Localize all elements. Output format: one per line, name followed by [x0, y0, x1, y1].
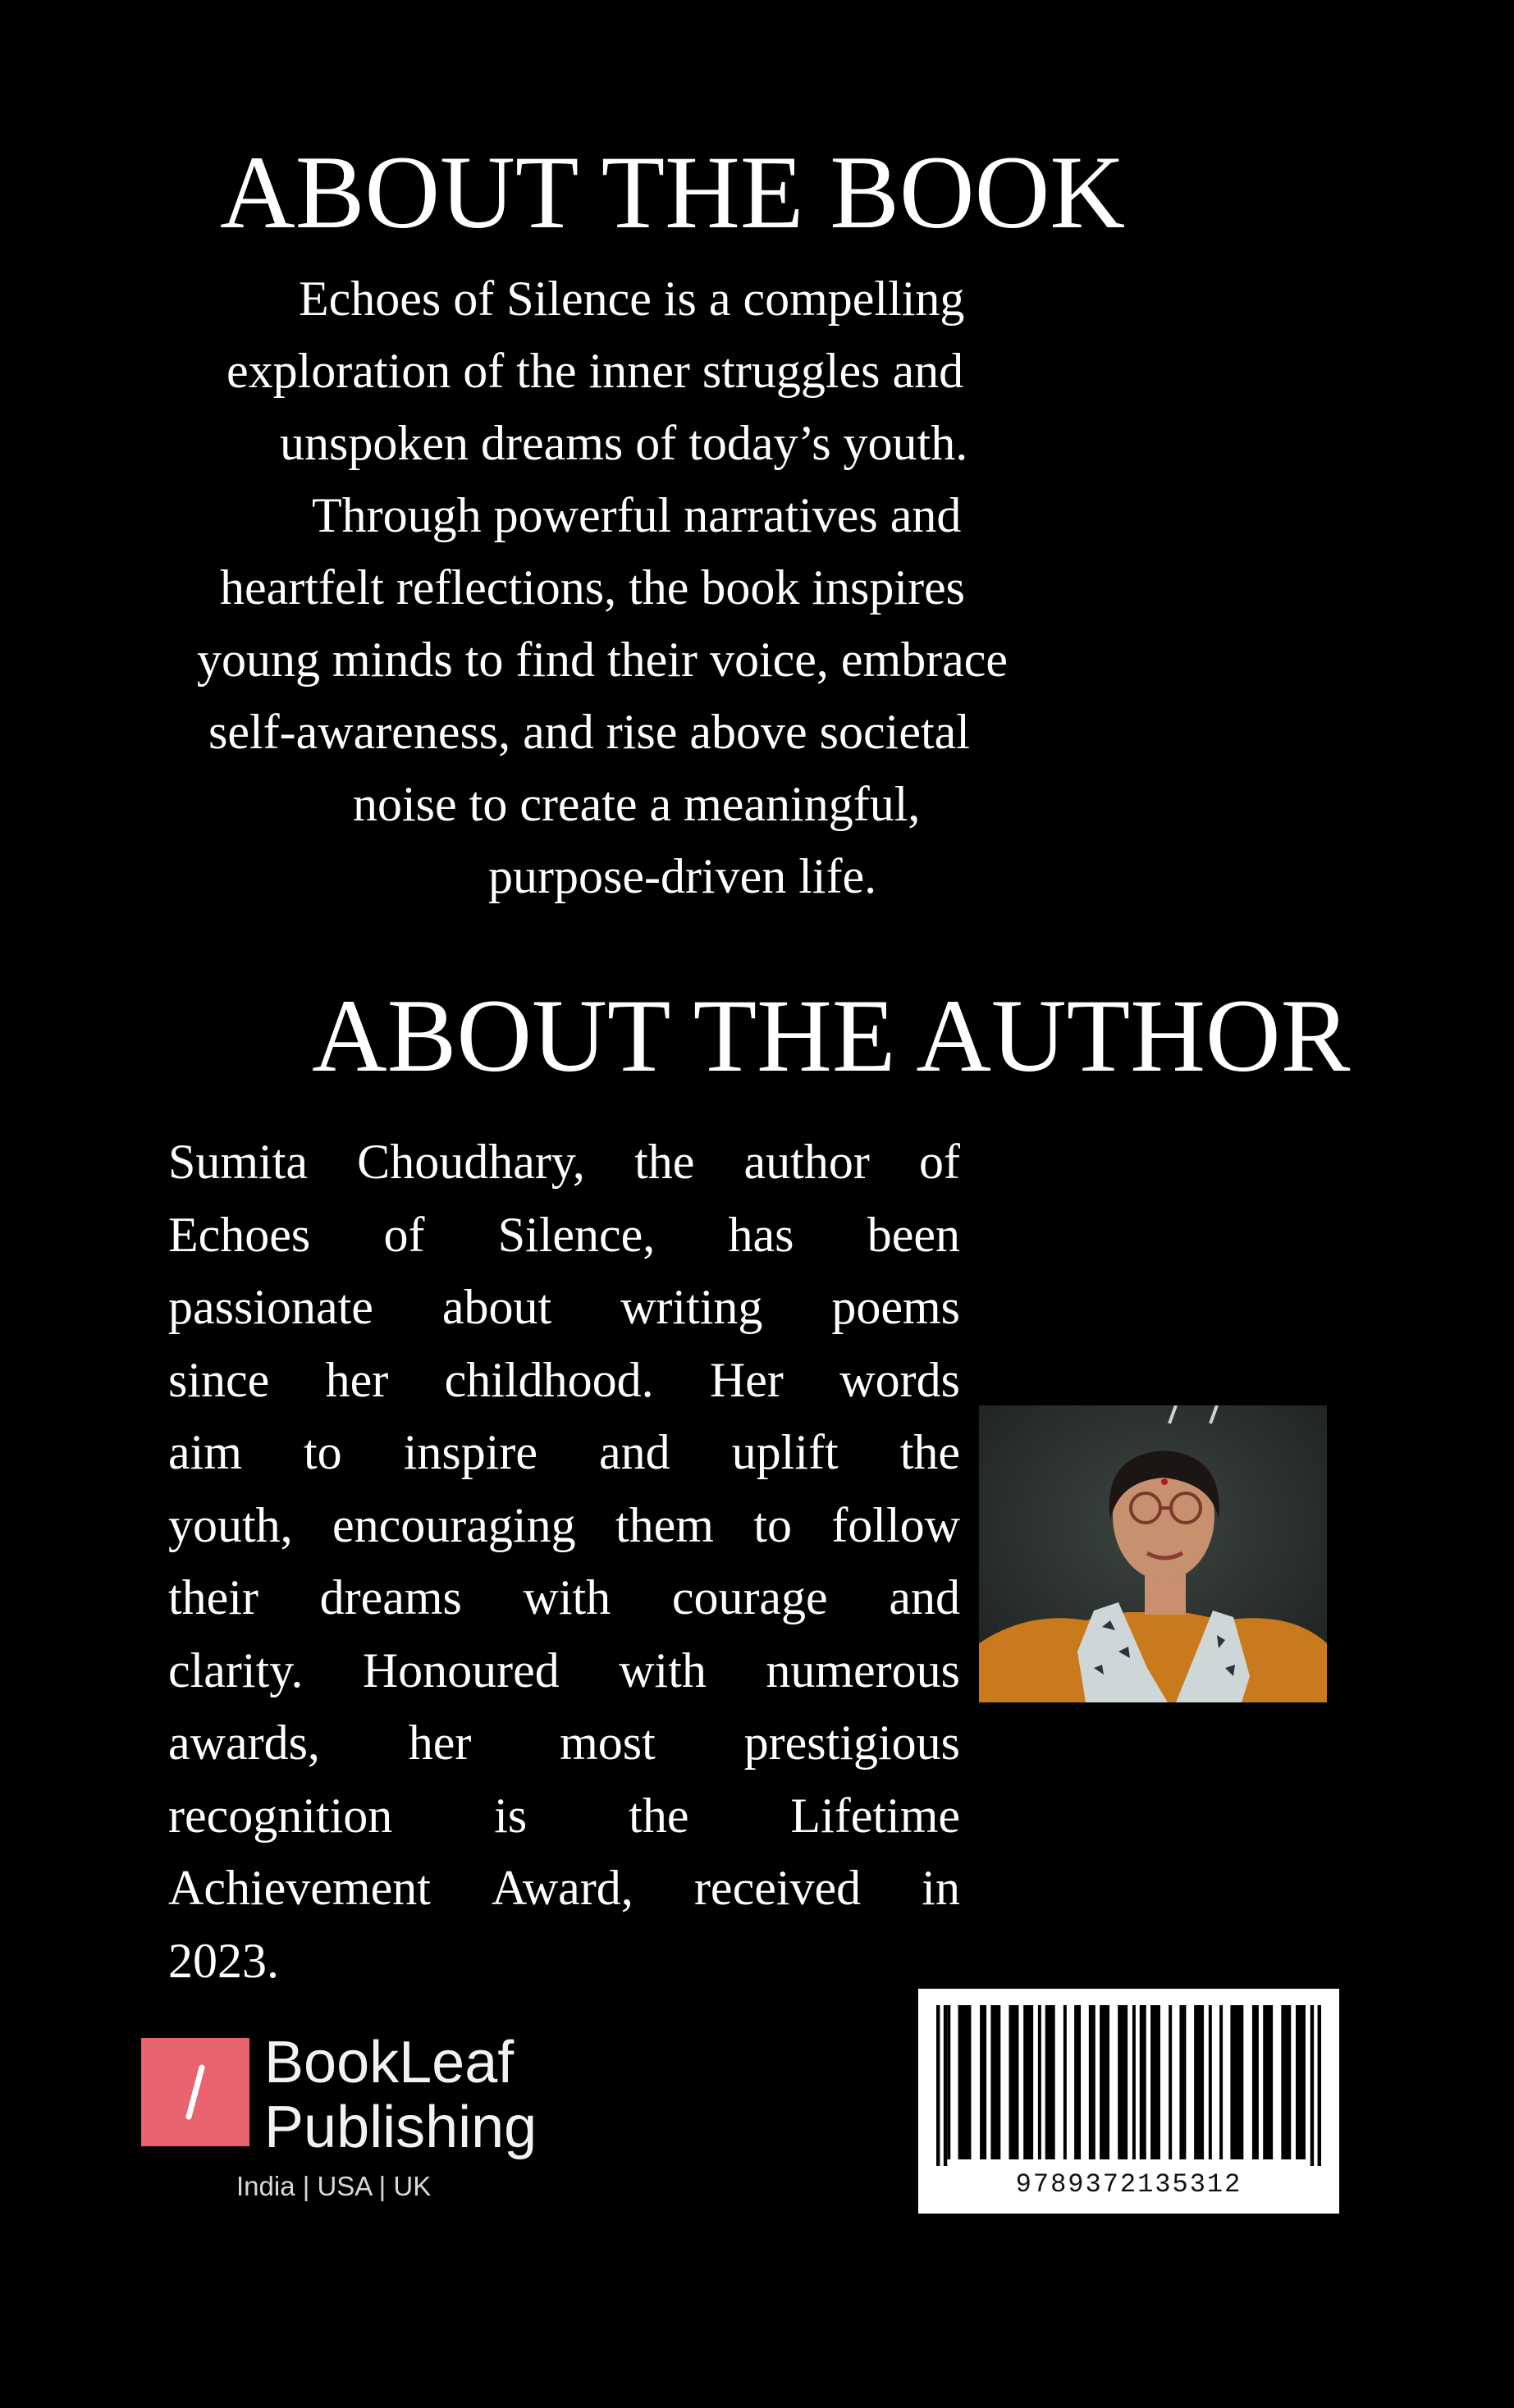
author-bio-word: and	[599, 1425, 670, 1479]
author-bio-word: to	[304, 1425, 342, 1479]
isbn-barcode	[918, 1989, 1339, 2214]
author-bio-word: has	[728, 1207, 794, 1262]
barcode-bar	[1219, 2005, 1223, 2159]
about-book-line: heartfelt reflections, the book inspires	[220, 560, 966, 615]
author-bio-word: the	[634, 1135, 695, 1189]
author-bio-line	[168, 1707, 960, 1780]
barcode-bar	[1169, 2005, 1172, 2159]
author-bio-word: writing	[620, 1280, 763, 1334]
barcode-bar	[1194, 2005, 1204, 2159]
barcode-guard-bar	[936, 2005, 940, 2166]
author-bio-word: poems	[831, 1280, 960, 1334]
author-bio-word: their	[168, 1570, 258, 1624]
barcode-bar	[1074, 2005, 1081, 2159]
author-bio-word: youth,	[168, 1497, 293, 1552]
barcode-bar	[947, 2005, 950, 2159]
author-bio-line	[168, 1416, 960, 1489]
author-bio-word: received	[693, 1861, 862, 1915]
barcode-bar	[1132, 2005, 1136, 2159]
author-bio-word: Choudhary,	[357, 1135, 585, 1189]
barcode-bar	[1230, 2005, 1243, 2159]
barcode-bar	[958, 2005, 972, 2159]
barcode-bar	[1023, 2005, 1033, 2159]
author-bio-word: Honoured	[362, 1643, 560, 1697]
author-bio-word: numerous	[766, 1643, 960, 1697]
barcode-bar	[1179, 2005, 1186, 2159]
author-bio-word: of	[918, 1135, 960, 1189]
publisher-name-line2: Publishing	[264, 2095, 537, 2160]
author-bio-line	[168, 1561, 960, 1634]
author-bio-word: courage	[671, 1570, 828, 1624]
author-bio-word: Achievement	[168, 1861, 431, 1915]
barcode-bar	[1263, 2005, 1273, 2159]
author-bio-word: follow	[831, 1497, 960, 1552]
about-book-line: Through powerful narratives and	[312, 488, 962, 542]
barcode-guard-bar	[1318, 2005, 1321, 2166]
author-bio-word: is	[494, 1788, 528, 1843]
author-bio-word: with	[619, 1643, 707, 1697]
author-bio-word: with	[523, 1570, 611, 1624]
author-bio-word: her	[325, 1352, 389, 1407]
author-bio-word: Her	[709, 1352, 784, 1407]
barcode-bar	[1009, 2005, 1018, 2159]
author-bio-word: the	[899, 1425, 960, 1479]
barcode-bar	[1100, 2005, 1109, 2159]
author-bio-word: uplift	[731, 1425, 839, 1479]
author-bio-line	[168, 1199, 960, 1272]
barcode-bar	[1063, 2005, 1067, 2159]
author-bio-line	[168, 1925, 960, 1998]
author-bio-word: Lifetime	[790, 1788, 960, 1843]
author-bio-word: to	[753, 1497, 792, 1552]
author-bio-line	[168, 1271, 960, 1344]
author-bio-word: in	[922, 1861, 960, 1915]
author-bio-line	[168, 1344, 960, 1417]
about-book-line: self-awareness, and rise above societal	[208, 705, 970, 759]
barcode-guard-bar	[944, 2005, 947, 2166]
author-bio-word: author	[743, 1135, 870, 1189]
author-bio-word: the	[629, 1788, 689, 1843]
author-bio-line	[168, 1780, 960, 1853]
author-bio-word: and	[889, 1570, 960, 1624]
about-author-heading: ABOUT THE AUTHOR	[312, 979, 1351, 1094]
author-bio-word: Sumita	[168, 1135, 309, 1189]
barcode-bar	[990, 2005, 1000, 2159]
about-book-line: Echoes of Silence is a compelling	[299, 272, 965, 326]
author-photo	[979, 1405, 1327, 1702]
barcode-bar	[1140, 2005, 1146, 2159]
author-bio-word: words	[839, 1352, 960, 1407]
barcode-guard-bar	[1310, 2005, 1314, 2166]
author-bio-word: most	[560, 1716, 656, 1770]
about-book-line: unspoken dreams of today’s youth.	[280, 416, 968, 470]
author-bio-word: prestigious	[743, 1716, 960, 1770]
barcode-bar	[1089, 2005, 1095, 2159]
barcode-bar	[1296, 2005, 1306, 2159]
author-bio-word: encouraging	[332, 1497, 576, 1552]
publisher-name-line1: BookLeaf	[264, 2030, 515, 2095]
author-bio-word: about	[441, 1280, 552, 1334]
publisher-regions: India | USA | UK	[236, 2171, 432, 2201]
author-bio-line	[168, 1126, 960, 1199]
author-bio-word: since	[168, 1352, 270, 1407]
barcode-bar	[1038, 2005, 1041, 2159]
author-bio-word: inspire	[403, 1425, 537, 1479]
author-bio-word: awards,	[168, 1716, 320, 1770]
about-book-heading: ABOUT THE BOOK	[220, 135, 1126, 250]
author-bio-word: passionate	[168, 1280, 373, 1334]
barcode-bar	[1252, 2005, 1259, 2159]
author-bio-word: been	[867, 1207, 960, 1262]
author-bio-line	[168, 1489, 960, 1562]
author-bio-word: 2023.	[168, 1933, 279, 1988]
author-bio-word: childhood.	[444, 1352, 654, 1407]
isbn-number: 9789372135312	[1015, 2169, 1242, 2200]
author-bio-word: her	[408, 1716, 472, 1770]
barcode-bar	[1150, 2005, 1160, 2159]
barcode-bar	[1209, 2005, 1212, 2159]
about-book-line: exploration of the inner struggles and	[226, 344, 964, 398]
author-bio-word: Award,	[492, 1861, 634, 1915]
barcode-bar	[980, 2005, 986, 2159]
author-bio-word: them	[615, 1497, 714, 1552]
author-bio-word: Echoes	[168, 1207, 311, 1262]
about-book-line: young minds to find their voice, embrace	[197, 633, 1009, 687]
author-bio-line	[168, 1634, 960, 1707]
author-bio-word: clarity.	[168, 1643, 304, 1697]
barcode-bar	[1118, 2005, 1127, 2159]
bookleaf-logo-icon	[141, 2038, 249, 2146]
author-bio-word: dreams	[319, 1570, 462, 1624]
author-bio-word: recognition	[168, 1788, 393, 1843]
author-bio-word: of	[383, 1207, 425, 1262]
author-bio-word: aim	[168, 1425, 242, 1479]
author-bio-word: Silence,	[497, 1207, 656, 1262]
barcode-bar	[1281, 2005, 1291, 2159]
barcode-bar	[1045, 2005, 1055, 2159]
author-bio	[168, 1126, 960, 1997]
author-bio-line	[168, 1852, 960, 1925]
about-book-line: purpose-driven life.	[488, 849, 877, 903]
about-book-line: noise to create a meaningful,	[353, 777, 921, 831]
